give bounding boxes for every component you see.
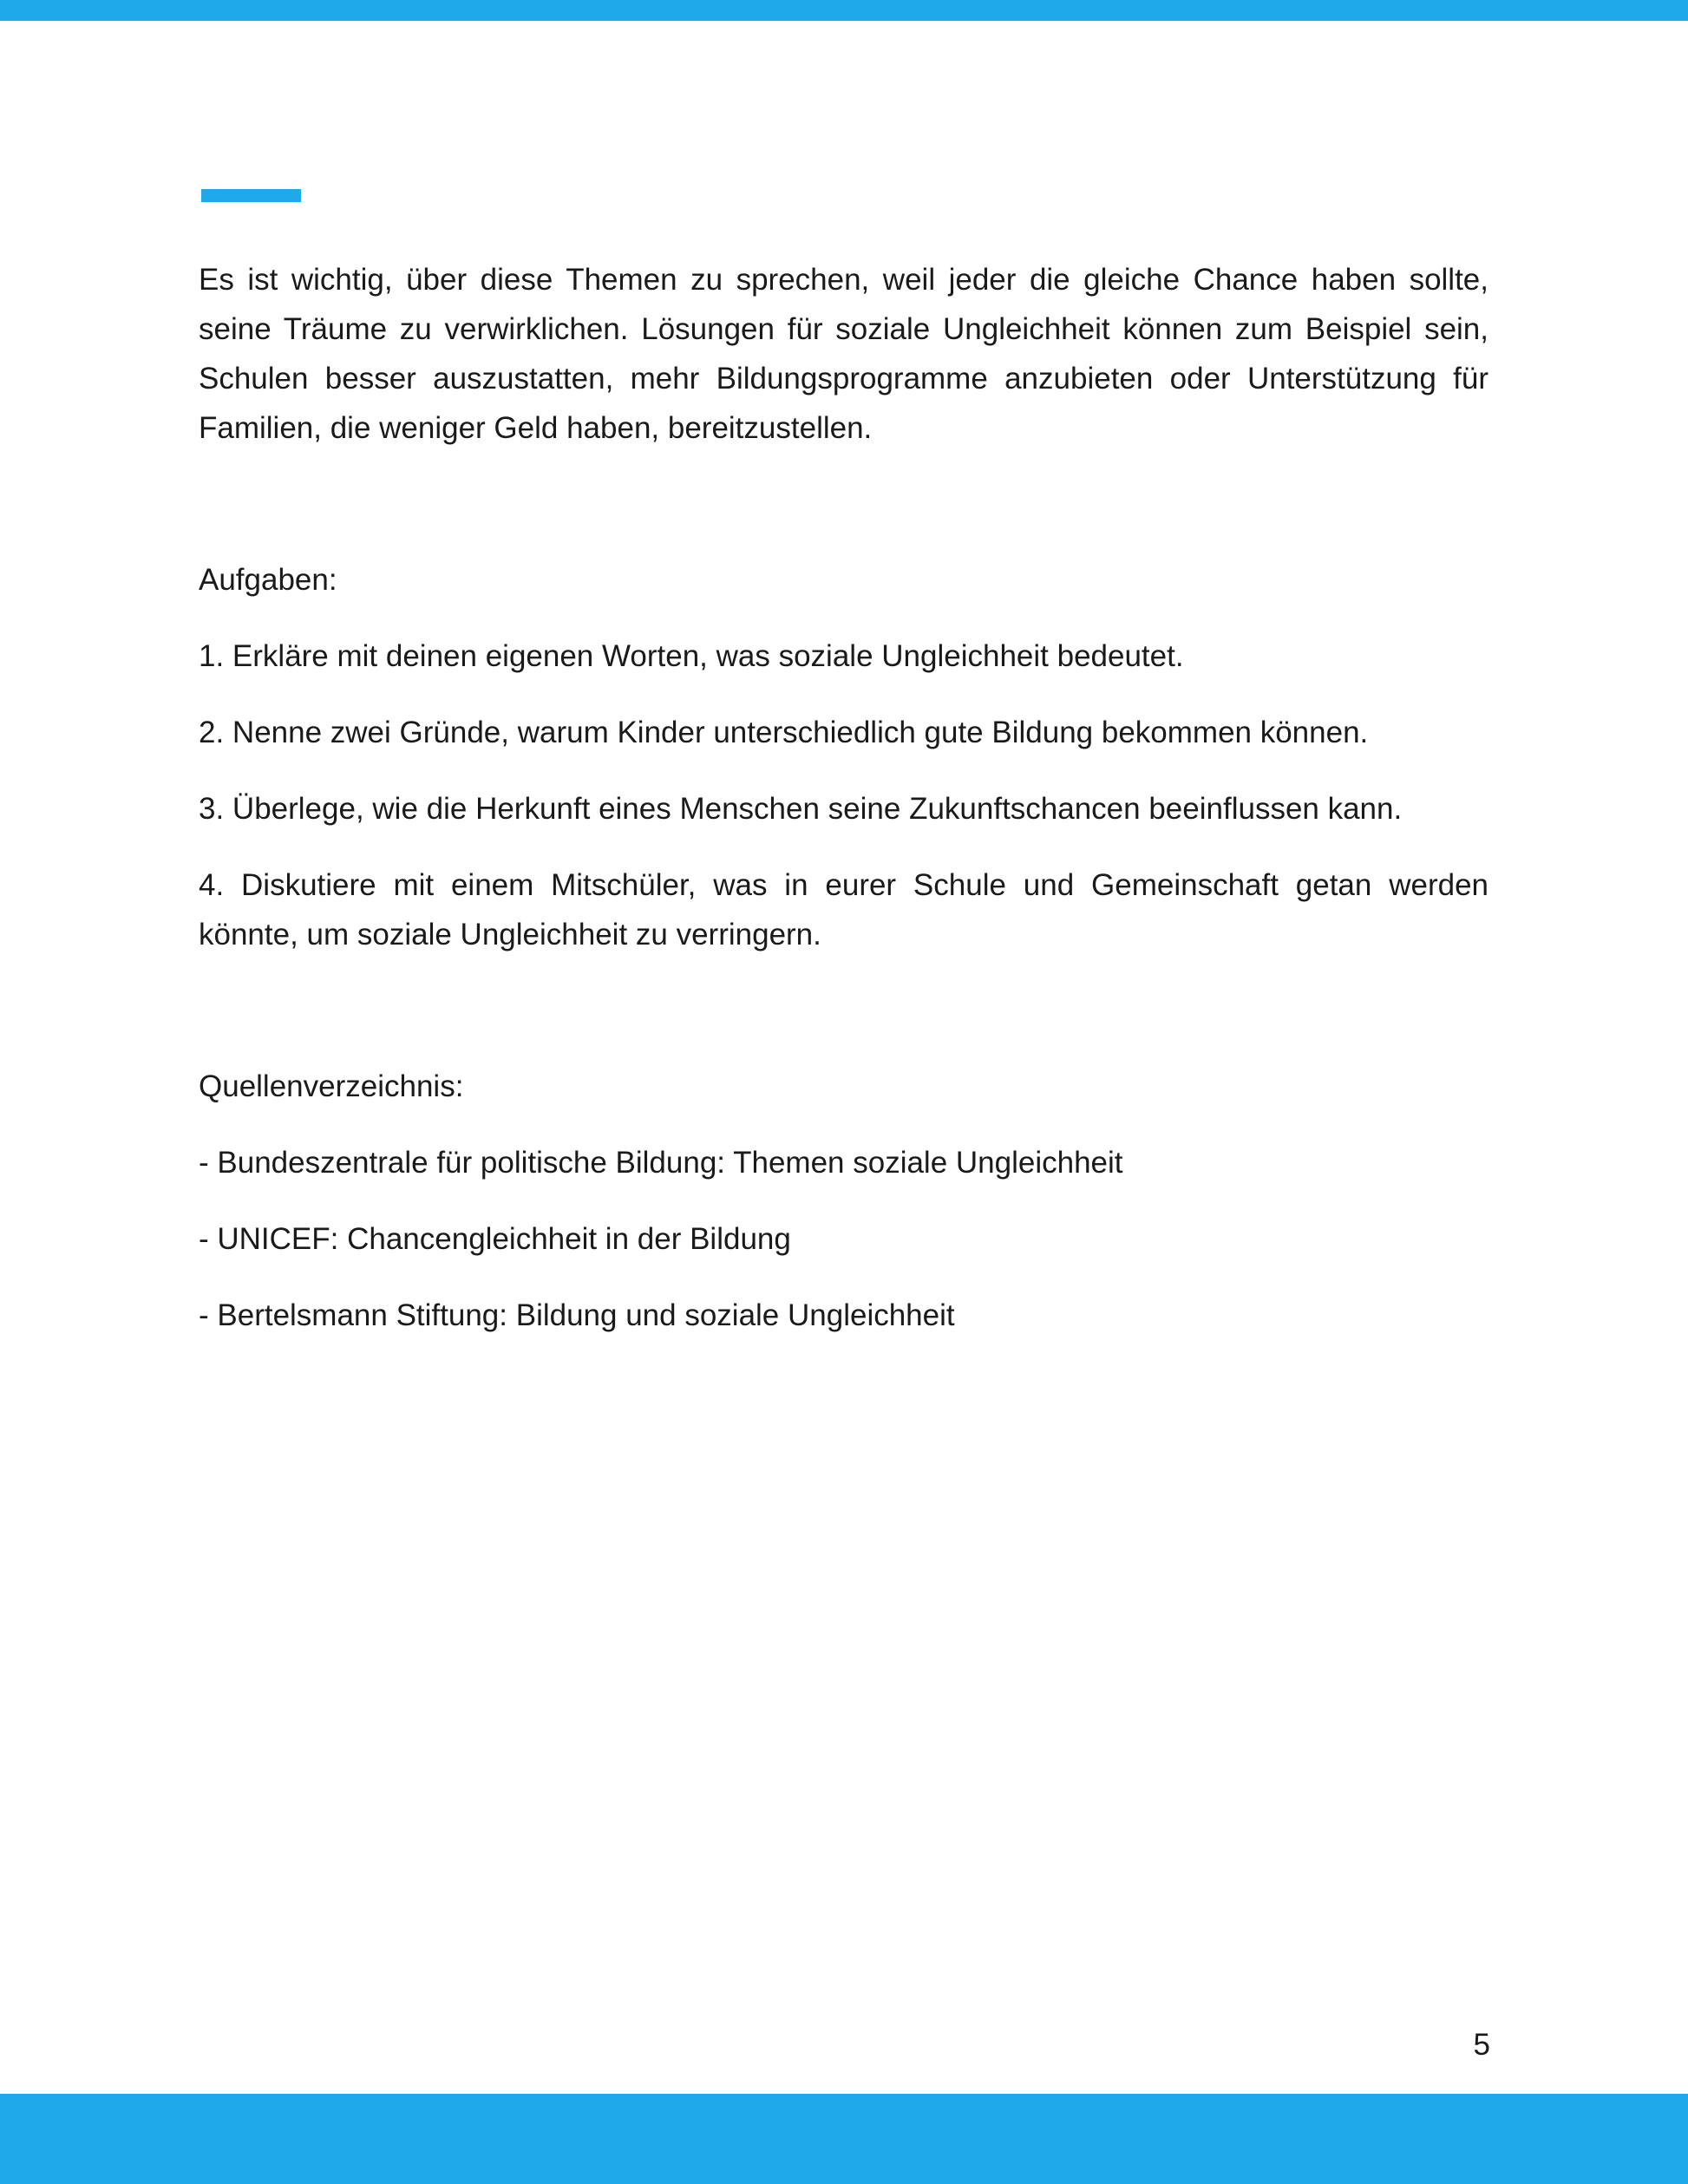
accent-rule bbox=[201, 189, 301, 202]
task-item-2: 2. Nenne zwei Gründe, warum Kinder unterschiedlich gute Bildung bekommen können. bbox=[199, 716, 1369, 749]
page-number: 5 bbox=[1473, 2028, 1490, 2062]
tasks-heading: Aufgaben: bbox=[199, 563, 337, 597]
bottom-accent-bar bbox=[0, 2094, 1688, 2184]
source-item-2: - UNICEF: Chancengleichheit in der Bildung bbox=[199, 1222, 791, 1256]
intro-paragraph: Es ist wichtig, über diese Themen zu sprechen, weil jeder die gleiche Chance haben sollte, seine Träume zu verwirklichen. Lösungen für soziale Ungleichheit können zum Beispiel sein, Schulen besser auszustatten, mehr Bildungsprogramme anzubieten oder Unterstützung für Familien, die weniger Geld haben, bereitzustellen. bbox=[199, 263, 1488, 445]
source-item-3: - Bertelsmann Stiftung: Bildung und soziale Ungleichheit bbox=[199, 1298, 955, 1332]
page-content bbox=[199, 255, 1488, 1340]
sources-heading: Quellenverzeichnis: bbox=[199, 1069, 464, 1103]
task-item-4: 4. Diskutiere mit einem Mitschüler, was in eurer Schule und Gemeinschaft getan werden könnte, um soziale Ungleichheit zu verringern. bbox=[199, 868, 1488, 951]
source-item-1: - Bundeszentrale für politische Bildung: Themen soziale Ungleichheit bbox=[199, 1146, 1123, 1180]
top-accent-bar bbox=[0, 0, 1688, 21]
task-item-3: 3. Überlege, wie die Herkunft eines Menschen seine Zukunftschancen beeinflussen kann. bbox=[199, 792, 1403, 826]
task-item-1: 1. Erkläre mit deinen eigenen Worten, was soziale Ungleichheit bedeutet. bbox=[199, 639, 1184, 673]
